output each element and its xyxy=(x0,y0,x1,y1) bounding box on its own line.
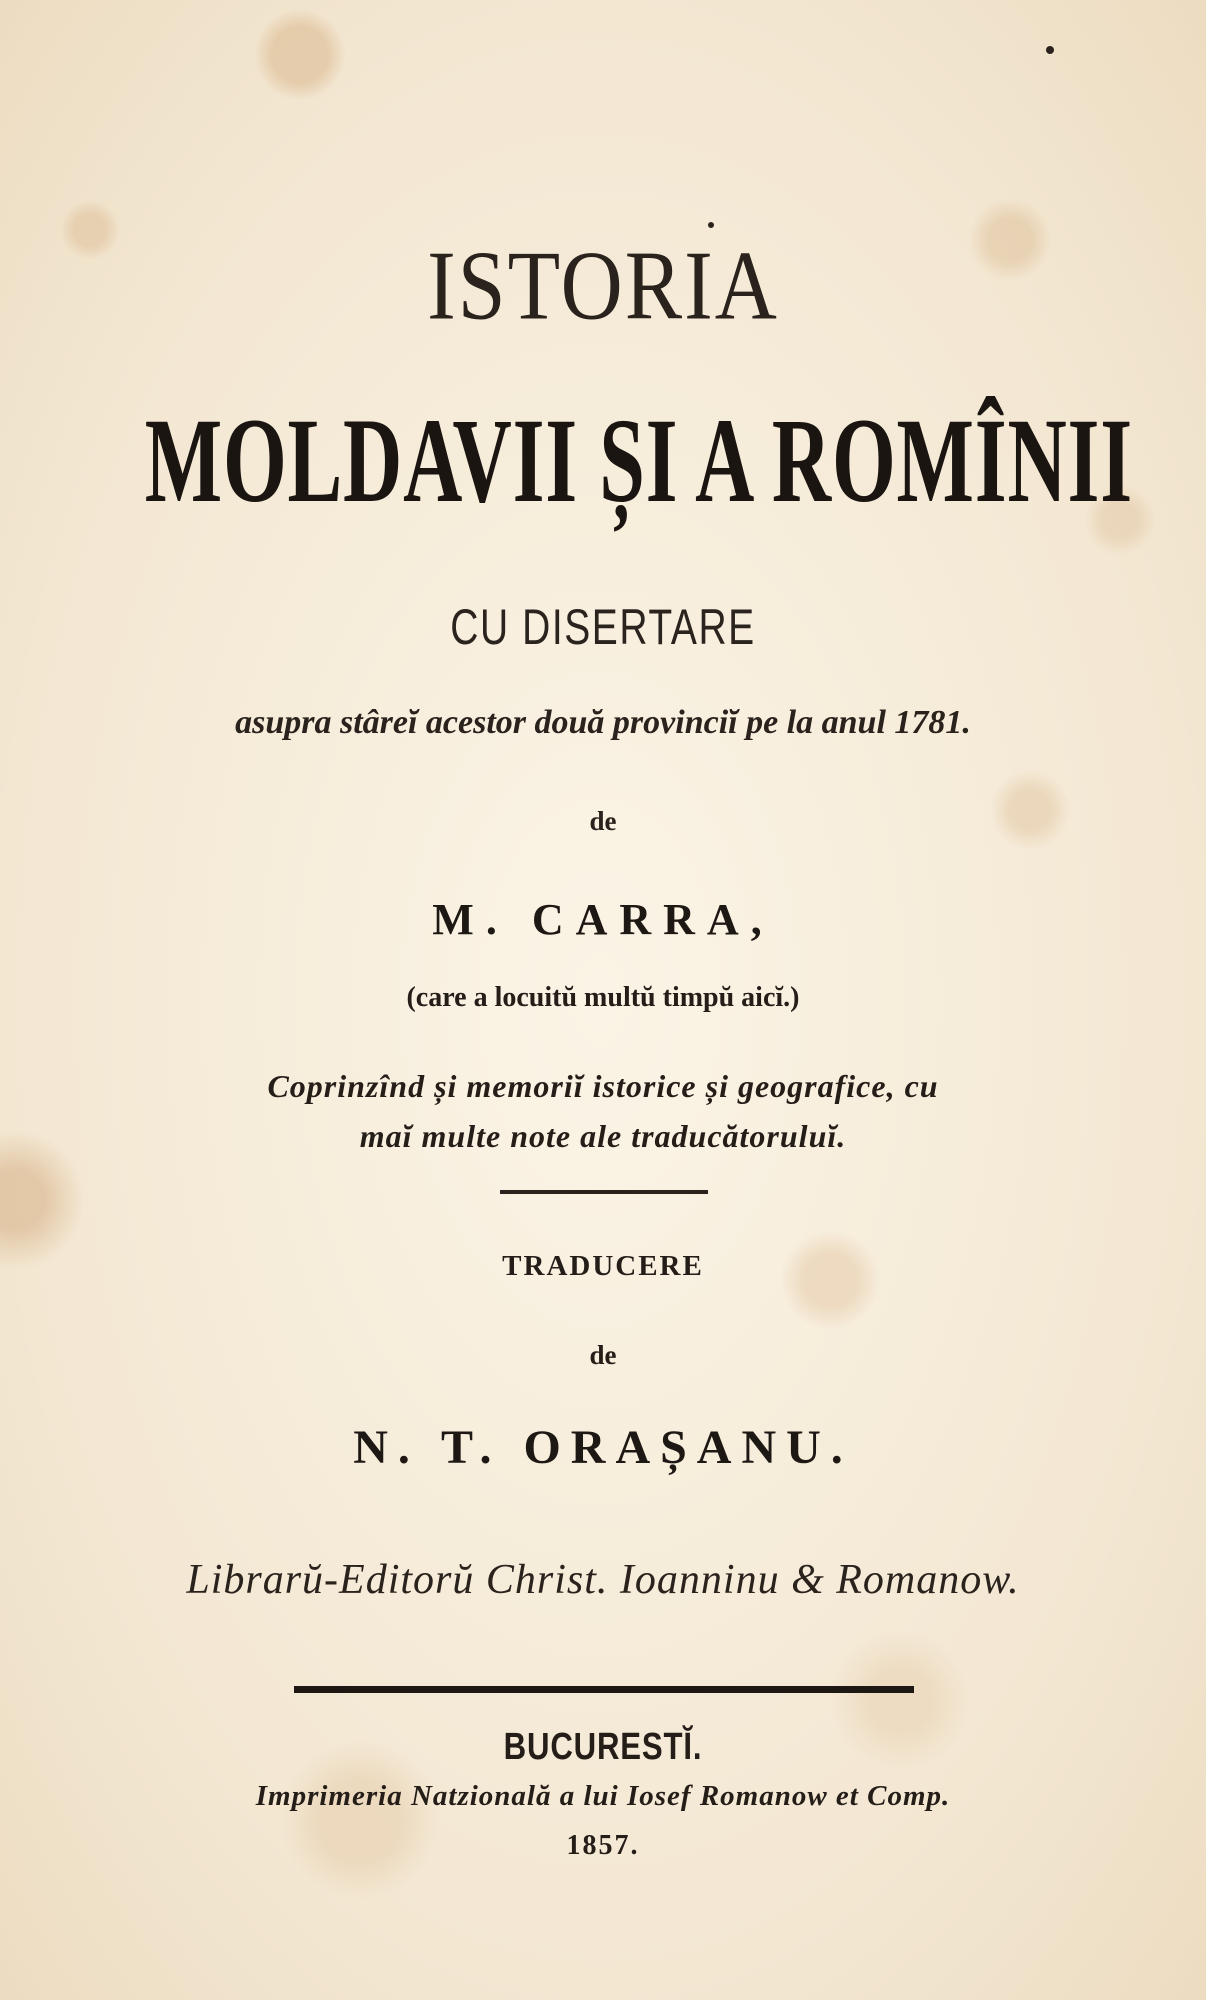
title-main: MOLDAVII ȘI A ROMÎNII xyxy=(144,394,1133,529)
translation-label: TRADUCERE xyxy=(502,1250,704,1282)
imprint-press: Imprimeria Natzională a lui Iosef Romanow et Comp. xyxy=(255,1780,951,1812)
author-name: M. CARRA, xyxy=(432,895,774,944)
translator-prefix: de xyxy=(589,1340,617,1370)
description-line-1: Coprinzînd și memoriĭ istorice și geografice, cu xyxy=(267,1068,939,1104)
short-divider xyxy=(500,1190,708,1194)
subject-line: asupra stâreĭ acestor două provinciĭ pe la anul 1781. xyxy=(235,704,971,741)
description-line-2: maĭ multe note ale traducătoruluĭ. xyxy=(359,1118,847,1154)
translator-name: N. T. ORAȘANU. xyxy=(353,1421,853,1474)
ink-speck xyxy=(708,222,714,228)
imprint-year: 1857. xyxy=(566,1830,640,1861)
author-note: (care a locuitŭ multŭ timpŭ aicĭ.) xyxy=(406,982,800,1013)
author-prefix: de xyxy=(589,806,617,836)
ink-speck xyxy=(1046,46,1054,54)
publisher-line: Librarŭ-Editorŭ Christ. Ioanninu & Romanow. xyxy=(186,1557,1020,1603)
subtitle: CU DISERTARE xyxy=(450,599,756,655)
title-top: ISTORIA xyxy=(427,229,779,341)
imprint-city: BUCURESTĬ. xyxy=(503,1726,703,1768)
long-divider xyxy=(294,1686,914,1693)
